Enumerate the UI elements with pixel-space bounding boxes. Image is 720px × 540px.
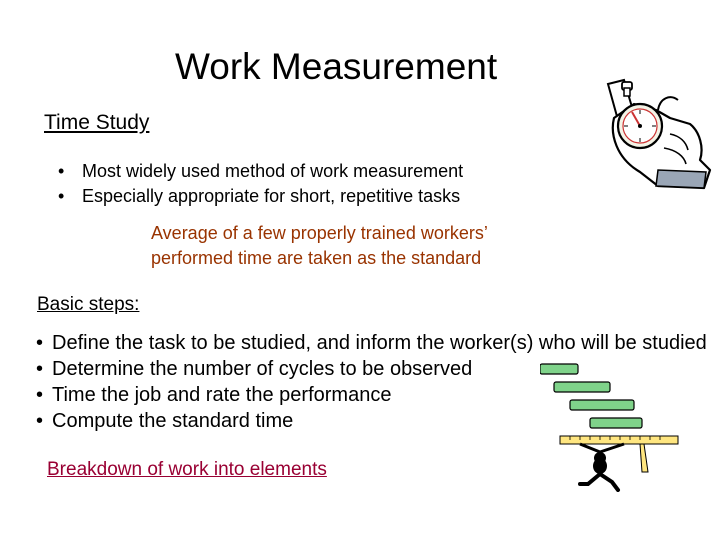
bullet-item: • Most widely used method of work measurement <box>58 159 463 184</box>
breakdown-link[interactable]: Breakdown of work into elements <box>47 459 327 480</box>
note-line: Average of a few properly trained workers’ <box>151 223 488 243</box>
step-item: • Compute the standard time <box>36 408 720 434</box>
slide-title: Work Measurement <box>175 46 498 87</box>
stopwatch-hand-illustration <box>600 74 720 194</box>
basic-steps-heading: Basic steps: <box>37 294 140 315</box>
bullet-item: • Especially appropriate for short, repetitive tasks <box>58 184 463 209</box>
time-study-bullet-list <box>58 159 463 209</box>
standard-time-note <box>151 221 488 271</box>
note-line: performed time are taken as the standard <box>151 248 482 268</box>
step-item: • Time the job and rate the performance <box>36 382 720 408</box>
section-heading-time-study: Time Study <box>44 111 150 134</box>
figure-lifting-bars-illustration <box>540 362 690 492</box>
step-item: • Determine the number of cycles to be observed <box>36 356 720 382</box>
step-item: • Define the task to be studied, and inform the worker(s) who will be studied <box>36 330 720 356</box>
